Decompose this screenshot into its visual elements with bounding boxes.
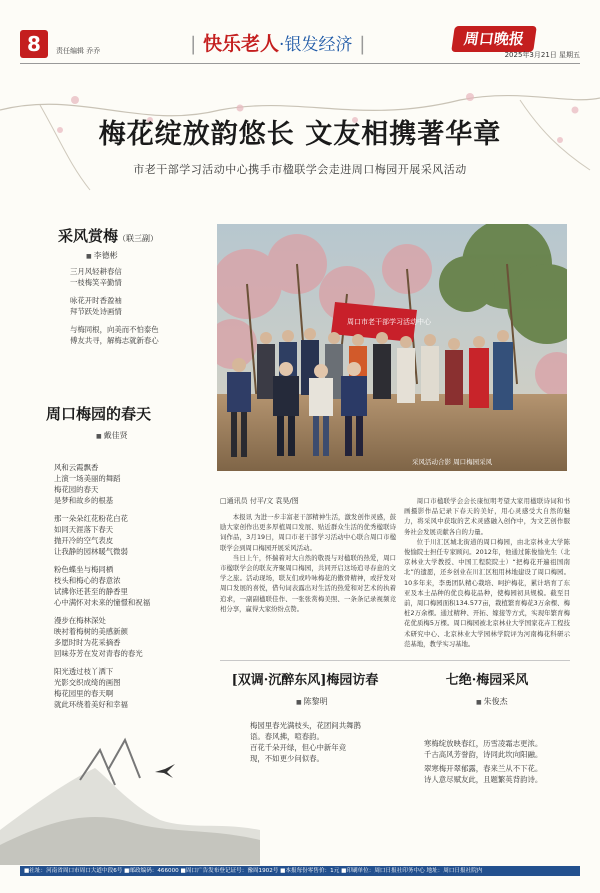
poem-line: 一枝梅笑辛勤情 bbox=[70, 278, 122, 287]
article-col-1 bbox=[220, 512, 396, 614]
banner-text: 周口市老干部学习活动中心 bbox=[347, 318, 431, 326]
poem-line: 梅花园里的春天啊 bbox=[54, 689, 114, 698]
poem-line: 是梦和故乡的根基 bbox=[54, 496, 114, 505]
poem-line: 现，不如更少问似春。 bbox=[250, 754, 324, 763]
group-photo bbox=[217, 224, 567, 471]
poem2-author: ■ 戴佳贤 bbox=[96, 430, 128, 441]
poem-line: 三月风轻耕春信 bbox=[70, 267, 122, 276]
poem1-title: 采风赏梅（联三副） bbox=[58, 227, 159, 245]
editor-line: 责任编辑 乔乔 bbox=[56, 47, 101, 55]
article-byline: □通讯员 付平/文 袁昊/图 bbox=[220, 497, 299, 505]
poem2-title: 周口梅园的春天 bbox=[46, 405, 152, 423]
poem-line: 粉色蝶坐与梅同栖 bbox=[54, 565, 114, 574]
song-author: ■ 陈黎明 bbox=[296, 696, 328, 707]
poem-line: 与梅同根，向美而不怕泰色 bbox=[70, 325, 159, 334]
quatrain-author: ■ 朱俊杰 bbox=[476, 696, 508, 707]
poem-line: 梅花园的春天 bbox=[54, 485, 99, 494]
article-paragraph: 本报讯 为进一步丰富老干部精神生活，激发创作灵感，鼓励大家创作出更多厚植周口发展、贴近群众生活的优秀楹联诗词作品，3月19日，周口市老干部学习活动中心联合周口市楹联学会到周口梅园开展采风活动。 bbox=[220, 513, 396, 552]
poem1-body bbox=[70, 266, 159, 346]
poem-line: 百花千朵开绿，但心中新年竞 bbox=[250, 743, 347, 752]
article-paragraph: 位于川汇区城北街道的周口梅园，由北京林业大学陈俊愉院士担任专家顾问。2012年，他通过陈俊愉先生（北京林业大学教授、中国工程院院士）“把梅花开遍祖国南北”的遗愿，还乡创业在川汇区租用林地建设了周口梅园。10多年来，李勇团队精心栽培、呵护梅花，累计培育了东亚及本土品种的优良梅花品种，使梅园初具规模。截至目前，周口梅园面积134.577亩，栽植繁育梅花3万余棵、梅桩2万余棵。通过精种、开拓、嫁接等方式，实现年繁育梅花优质梅5万棵。周口梅园被北京林业大学国家花卉工程技术研究中心、北京林业大学园林学院评为河南梅花科研示范基地，教学实习基地。 bbox=[404, 537, 570, 648]
article-paragraph: 当日上午，怀揣着对大自然的敬畏与对楹联的热爱，周口市楹联学会的联友齐聚周口梅园，共同开启这场追寻春意的文学之旅。活动现场，联友们或吟咏梅花的傲骨精神，或抒发对周口发展的喜悦，借句词表露出对生活的热爱和对艺术的执着追求，一副副楹联佳作、一张张赏梅美照、一条条记录视频竞相分享，赢得大家纷纷点赞。 bbox=[220, 553, 396, 613]
photo-caption: 采风活动合影 周口梅园采风 bbox=[412, 458, 493, 466]
poem-line: 漫步在梅林深处 bbox=[54, 616, 106, 625]
poem-line: 拜节跃处诗画情 bbox=[70, 307, 122, 316]
section-title-red: 快乐老人 bbox=[203, 33, 280, 55]
poem-line: 枝头和梅心的春意浓 bbox=[54, 576, 121, 585]
poem-line: 让我静的园林暖气微弱 bbox=[54, 547, 128, 556]
poem-line: 抛开冷的空气表皮 bbox=[54, 536, 114, 545]
header-divider bbox=[20, 63, 580, 64]
poem-line: 阳光透过枝丫洒下 bbox=[54, 667, 114, 676]
page-subheadline: 市老干部学习活动中心携手市楹联学会走进周口梅园开展采风活动 bbox=[133, 163, 467, 176]
section-title: | 快乐老人·银发经济 | bbox=[190, 33, 366, 55]
section-title-blue: ·银发经济 bbox=[279, 35, 353, 55]
poem-line: 上演一场美丽的舞蹈 bbox=[54, 474, 121, 483]
poem-line: 如同天涯落下春天 bbox=[54, 525, 114, 534]
footer-bar: ■社址：河南省周口市周口大道中段6号 ■邮政编码：466000 ■周口广告发布登记证号：豫周1902号 ■本报每份零售价：1元 ■印刷单位：周口日报社印务中心 地址：周口日报社院内 bbox=[20, 866, 580, 876]
poem-line: 千古高风芳誉韵，诗同此坎向阳融。 bbox=[424, 750, 543, 759]
song-title: [双调·沉醉东风]梅园访春 bbox=[231, 673, 379, 688]
poem-line: 风和云霞飘香 bbox=[54, 463, 99, 472]
poem-line: 心中满怀对未来的憧憬和祝福 bbox=[54, 598, 151, 607]
issue-date: 2025年3月21日 星期五 bbox=[504, 51, 580, 59]
poem-line: 语。春风拂，喧春韵。 bbox=[250, 732, 324, 741]
swallow-icon bbox=[155, 764, 175, 778]
article-paragraph: 周口市楹联学会会长康恒明考望大家用楹联诗词和书画摄影作品记录下春天的美好，用心灵感受大自然的魅力，将采风中获取的艺术灵感融入创作中，为文艺创作服务社会发展贡献各自的力量。 bbox=[404, 497, 570, 536]
poem-line: 翠寒梅开翠郁露，春来兰从不下花。 bbox=[424, 764, 543, 773]
section-divider bbox=[220, 660, 570, 661]
poem-line: 多愿时时为花采摘香 bbox=[54, 638, 121, 647]
poem-line: 那一朵朵红花粉花白花 bbox=[54, 514, 128, 523]
poem-line: 试拂你还甚至的静香里 bbox=[54, 587, 128, 596]
poem2-body bbox=[54, 462, 214, 710]
poem-line: 就此环绕着美好和幸福 bbox=[54, 700, 128, 709]
poem-line: 梅园里春光满枝头，花团间共舞鹊 bbox=[250, 721, 361, 730]
poem-line: 回味芬芳在发对青春的春光 bbox=[54, 649, 143, 658]
poem-line: 诗人意尽赋友此，且题繁英背韵诗。 bbox=[424, 775, 543, 784]
article-col-2 bbox=[404, 496, 570, 649]
poem1-author: ■ 李德彬 bbox=[86, 250, 118, 261]
masthead-logo: 周口晚报 bbox=[451, 26, 537, 52]
page-number: 8 bbox=[20, 30, 48, 58]
poem-line: 寒梅绽放映春红，历雪凌霜志更浓。 bbox=[424, 739, 543, 748]
poem-line: 光影交织成绮的画图 bbox=[54, 678, 121, 687]
landscape-decoration bbox=[0, 710, 600, 865]
poem-line: 傅友共寻，解梅志就新春心 bbox=[70, 336, 159, 345]
poem-line: 映衬着梅树的美感新颜 bbox=[54, 627, 128, 636]
poem-line: 咏花开时香盈袖 bbox=[70, 296, 122, 305]
quatrain-title: 七绝·梅园采风 bbox=[445, 673, 529, 688]
page-headline: 梅花绽放韵悠长 文友相携著华章 bbox=[98, 119, 502, 150]
